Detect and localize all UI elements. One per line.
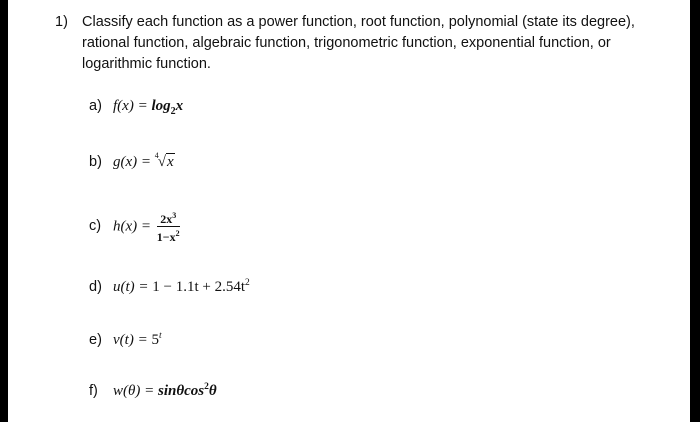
item-e-base: 5 <box>151 332 159 348</box>
item-a-arg: x <box>175 98 184 114</box>
item-c-lhs: h(x) = <box>113 218 155 235</box>
item-c-num-coef: 2x <box>160 212 173 226</box>
item-a-base: 2 <box>170 106 176 117</box>
item-c-fraction <box>157 210 180 243</box>
item-a-func: log <box>151 98 171 114</box>
item-a-lhs: f(x) = <box>113 98 152 114</box>
item-d <box>89 278 250 296</box>
item-e-label: e) <box>89 332 102 348</box>
item-b-radical-sign: √ <box>157 154 167 170</box>
item-f-sin-part: sinθcos <box>158 383 205 399</box>
item-e <box>89 331 162 349</box>
item-d-exp: 2 <box>245 278 250 288</box>
item-d-lhs: u(t) = <box>113 279 153 295</box>
item-b-radicand: x <box>167 154 174 170</box>
question-text: Classify each function as a power function, root function, polynomial (state its degree), rational function, algebraic function, trigonometric function, exponential function, or logarithmic function. <box>82 14 635 72</box>
item-c <box>89 210 180 243</box>
item-f-lhs: w(θ) = <box>113 383 158 399</box>
item-f <box>89 382 217 400</box>
item-b-label: b) <box>89 154 102 170</box>
item-c-numerator <box>157 210 180 227</box>
item-a-label: a) <box>89 98 102 114</box>
item-d-body: 1 − 1.1t + 2.54t <box>152 279 246 295</box>
question-block <box>55 12 655 75</box>
item-f-tail: θ <box>208 383 217 399</box>
item-d-label: d) <box>89 279 102 295</box>
item-b-radical <box>154 151 175 171</box>
document-page <box>8 0 690 422</box>
item-a <box>89 98 183 117</box>
item-f-exp: 2 <box>204 382 209 392</box>
item-b-root-index: 4 <box>154 151 159 160</box>
question-number: 1) <box>55 14 68 30</box>
item-b-lhs: g(x) = <box>113 154 155 170</box>
item-b <box>89 151 175 171</box>
item-e-lhs: v(t) = <box>113 332 152 348</box>
item-c-den-exp: 2 <box>175 229 180 238</box>
item-c-den-base: 1−x <box>156 230 176 244</box>
item-f-label: f) <box>89 383 98 399</box>
item-c-label: c) <box>89 218 102 235</box>
item-c-denominator <box>157 227 180 243</box>
item-c-num-exp: 3 <box>172 211 177 220</box>
item-e-exp: t <box>158 331 162 341</box>
